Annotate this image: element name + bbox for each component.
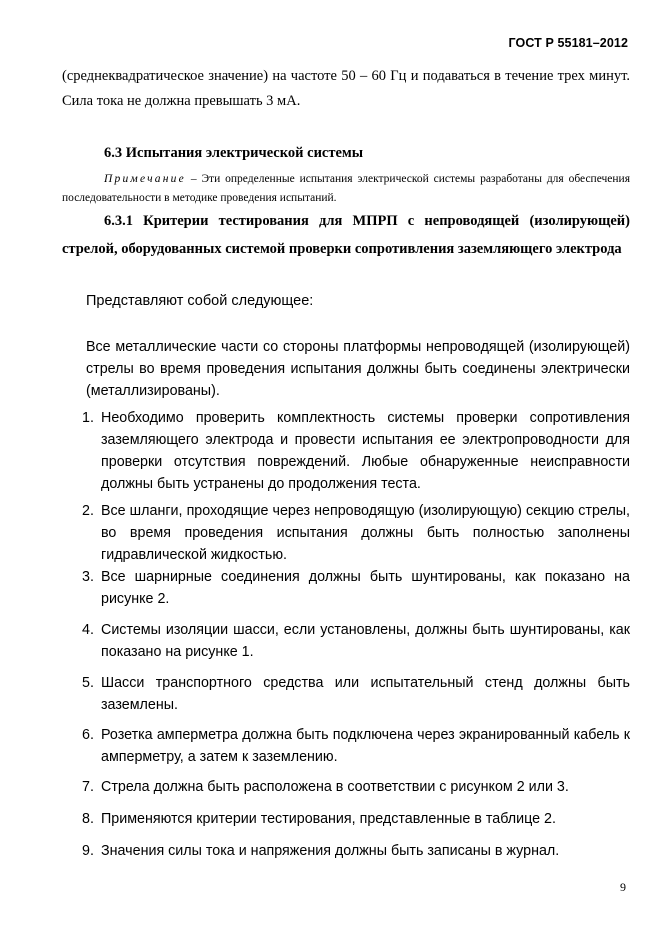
note-label: Примечание (104, 173, 186, 185)
section-heading: 6.3 Испытания электрической системы (104, 145, 364, 161)
list-item (82, 566, 630, 610)
list-item-number: 1. (82, 410, 94, 426)
list-item-text: Все шарнирные соединения должны быть шунтированы, как показано на рисунке 2. (101, 569, 630, 607)
list-item-text: Розетка амперметра должна быть подключена через экранированный кабель к амперметру, а затем к заземлению. (101, 727, 630, 765)
list-item-number: 6. (82, 727, 94, 743)
list-item-text: Применяются критерии тестирования, представленные в таблице 2. (101, 811, 556, 827)
list-item (82, 500, 630, 566)
note-paragraph (62, 170, 630, 208)
metal-parts-paragraph: Все металлические части со стороны платформы непроводящей (изолирующей) стрелы во время проведения испытания должны быть соединены электрически (металлизированы). (86, 339, 630, 399)
list-item-text: Шасси транспортного средства или испытательный стенд должны быть заземлены. (101, 675, 630, 713)
list-item (82, 672, 630, 716)
standard-code-header: ГОСТ Р 55181–2012 (508, 36, 628, 50)
intro-text: Представляют собой следующее: (86, 293, 314, 309)
list-item-text: Все шланги, проходящие через непроводящую (изолирующую) секцию стрелы, во время проведения испытания должны быть полностью заполнены гидравлической жидкостью. (101, 503, 630, 563)
list-item-text: Стрела должна быть расположена в соответствии с рисунком 2 или 3. (101, 779, 569, 795)
list-item-text: Системы изоляции шасси, если установлены, должны быть шунтированы, как показано на рисунке 1. (101, 622, 630, 660)
list-item (82, 407, 630, 495)
subsection-heading: 6.3.1 Критерии тестирования для МПРП с непроводящей (изолирующей) стрелой, оборудованных системой проверки сопротивления заземляющего электрода (62, 213, 630, 257)
list-item-number: 9. (82, 843, 94, 859)
list-item-number: 8. (82, 811, 94, 827)
list-item (82, 776, 630, 798)
list-item-number: 4. (82, 622, 94, 638)
list-item-number: 7. (82, 779, 94, 795)
list-item-number: 3. (82, 569, 94, 585)
list-item (82, 808, 630, 830)
list-item (82, 619, 630, 663)
list-item-number: 2. (82, 503, 94, 519)
continuation-paragraph: (среднеквадратическое значение) на частоте 50 – 60 Гц и подаваться в течение трех минут. Сила тока не должна превышать 3 мА. (62, 68, 630, 109)
list-item-text: Значения силы тока и напряжения должны быть записаны в журнал. (101, 843, 560, 859)
note-text: – Эти определенные испытания электрической системы разработаны для обеспечения последовательности в методике проведения испытаний. (62, 173, 631, 204)
list-item (82, 840, 630, 862)
page-number: 9 (620, 880, 626, 894)
list-item-number: 5. (82, 675, 94, 691)
list-item-text: Необходимо проверить комплектность системы проверки сопротивления заземляющего электрода и провести испытания ее электропроводности для проверки отсутствия повреждений. Любые обнаруженные неисправности должны быть устранены до продолжения теста. (101, 410, 630, 492)
list-item (82, 724, 630, 768)
